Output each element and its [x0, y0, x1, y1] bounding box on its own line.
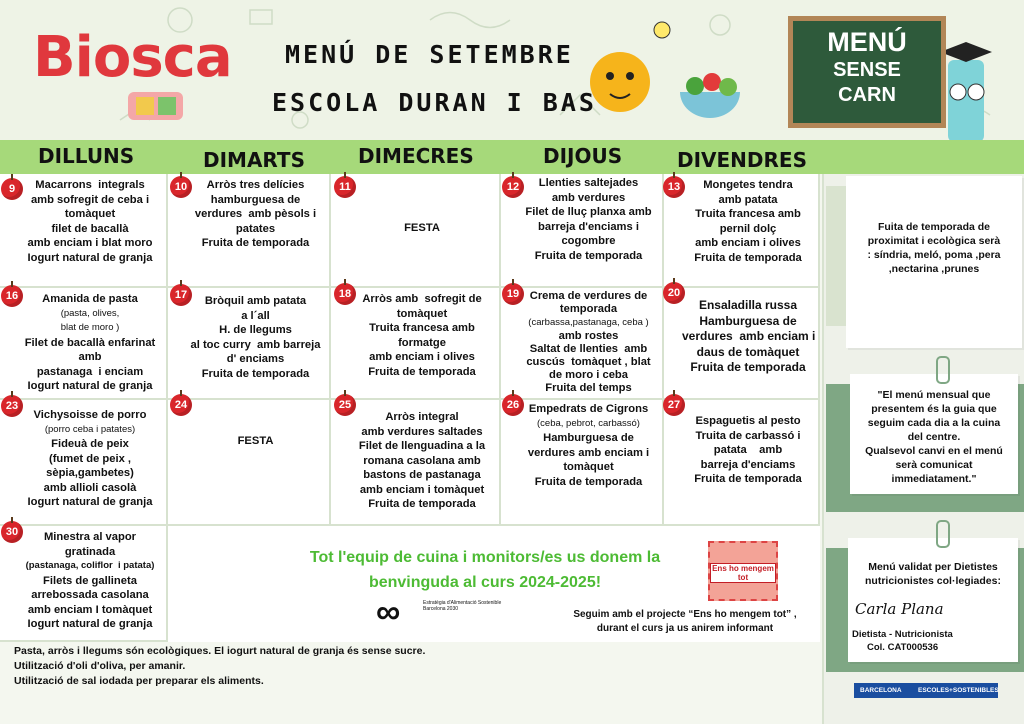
menu-cell-17 [168, 288, 331, 400]
menu-line: Fruita de temporada [690, 360, 806, 374]
notice-line: del centre. [907, 431, 961, 443]
day-tuesday: DIMARTS [203, 148, 305, 172]
dietitian-credentials [852, 628, 953, 654]
menu-line: filet de bacallà [51, 222, 129, 235]
menu-line: al toc curry amb barreja [190, 338, 321, 351]
strategy-caption: Estratègia d'Alimentació Sostenible Barcelona 2030 [423, 600, 502, 612]
menu-line: Mongetes tendra [703, 179, 793, 191]
notice-line: seguim cada dia a la cuina [867, 417, 1001, 429]
menu-line: tomàquet [563, 461, 614, 473]
menu-cell-16 [0, 288, 168, 400]
menu-line: Truita francesa amb [695, 208, 801, 220]
menu-line: Bròquil amb patata [204, 295, 307, 307]
fruit-line: ,nectarina ,prunes [888, 263, 980, 275]
menu-line: patates [235, 222, 276, 235]
menu-line: Espaguetis al pesto [695, 415, 801, 427]
menu-line: amb verdures saltades [361, 425, 483, 438]
validation-line: Menú validat per Dietistes [868, 561, 998, 573]
menu-cell-23 [0, 400, 168, 526]
menu-line: Filet de lluç planxa amb [525, 206, 652, 218]
menu-line: Empedrats de Cigrons [528, 403, 649, 415]
menu-line: (fumet de peix , [48, 452, 132, 465]
menu-line: Hamburguesa de [543, 432, 634, 444]
date-apple-icon: 30 [1, 521, 23, 543]
menu-line: bastons de pastanaga [363, 469, 481, 481]
menu-line: verdures amb pèsols i [194, 208, 317, 220]
menu-cell-24 [168, 400, 331, 526]
menu-line: amb patata [718, 193, 778, 206]
day-thursday: DIJOUS [543, 144, 623, 168]
menu-line: amb allioli casolà [43, 481, 137, 494]
menu-cell-27 [664, 400, 820, 526]
menu-line: amb verdures [551, 191, 626, 204]
footer-line: Pasta, arròs i llegums són ecològiques. El iogurt natural de granja és sense sucre. [14, 645, 426, 657]
board-line-2: SENSE [833, 59, 901, 81]
menu-line: Fruita de temporada [534, 475, 643, 488]
welcome-message [270, 545, 700, 595]
menu-line: verdures amb enciam i [682, 329, 816, 343]
menu-line: barreja d'enciams [700, 458, 796, 471]
menu-line: daus de tomàquet [696, 344, 800, 359]
pencil-teacher-icon [940, 42, 992, 140]
menu-line: Truita de carbassó i [695, 429, 801, 442]
date-apple-icon: 27 [663, 394, 685, 416]
date-apple-icon: 24 [170, 394, 192, 416]
biosca-logo: Biosca [33, 25, 232, 90]
validation-line: nutricionistes col·legiades: [865, 575, 1001, 587]
menu-line: Crema de verdures de [529, 290, 648, 302]
holiday-label: FESTA [237, 435, 274, 447]
infinity-logo-icon: ∞ [376, 593, 401, 631]
menu-line: Filet de llenguadina a la [358, 440, 486, 452]
date-apple-icon: 13 [663, 176, 685, 198]
school-title: ESCOLA DURAN I BAS [272, 88, 597, 117]
board-line-1: MENÚ [827, 27, 907, 57]
menu-cell-20 [664, 288, 820, 400]
menu-line: tomàquet [396, 307, 448, 320]
menu-line: arrebossada casolana [31, 589, 149, 601]
barcelona-logo-text: BARCELONA [860, 687, 902, 694]
days-header-bar [0, 140, 1024, 174]
menu-line: sèpia,gambetes) [46, 467, 134, 479]
project-note [560, 608, 810, 636]
menu-line: Minestra al vapor [43, 531, 137, 543]
menu-line: cogombre [561, 235, 616, 247]
menu-line: d' enciams [226, 353, 285, 365]
menu-line: Iogurt natural de granja [27, 251, 153, 264]
menu-line: amb enciam i tomàquet [359, 483, 485, 496]
project-badge [708, 541, 778, 601]
menu-cell-10 [168, 174, 331, 288]
menu-line: a l´all [241, 309, 270, 322]
menu-line: Fruita del temps [545, 382, 632, 395]
paperclip-icon [936, 520, 950, 548]
menu-cell-25 [331, 400, 501, 526]
notice-line: "El menú mensual que [877, 389, 991, 401]
menu-line: temporada [559, 303, 618, 316]
chalkboard-sign [788, 16, 946, 128]
menu-line: romana casolana amb [363, 454, 481, 467]
menu-line: Fruita de temporada [694, 473, 802, 485]
menu-line: H. de llegums [219, 324, 292, 336]
sustainable-schools-logo [854, 683, 998, 698]
menu-line: amb enciam i olives [369, 351, 475, 363]
menu-line: amb enciam i olives [695, 237, 801, 249]
menu-line: amb enciam i blat moro [27, 237, 153, 249]
menu-line: amb enciam I tomàquet [27, 603, 153, 616]
fruit-line: proximitat i ecològica serà [867, 235, 1001, 247]
menu-cell-26 [501, 400, 664, 526]
fruit-line: : síndria, meló, poma ,pera [867, 249, 1001, 261]
date-apple-icon: 17 [170, 284, 192, 306]
menu-line: Fruita de temporada [534, 249, 643, 262]
menu-line: Truita francesa amb [369, 322, 475, 334]
header-banner [0, 0, 1024, 140]
menu-cell-13 [664, 174, 820, 288]
menu-line: Arròs integral [385, 411, 459, 423]
salad-bowl-icon [680, 73, 740, 118]
dietitian-col: Col. CAT000536 [867, 642, 939, 653]
menu-cell-19 [501, 288, 664, 400]
project-line-1: Seguim amb el projecte “Ens ho mengem tot” , [573, 609, 797, 620]
menu-note: blat de moro ) [60, 322, 120, 333]
menu-title: MENÚ DE SETEMBRE [285, 40, 574, 69]
menu-line: Iogurt natural de granja [27, 618, 153, 630]
project-badge-label: Ens ho mengem tot [710, 563, 776, 583]
menu-note: (pastanaga, coliflor i patata) [25, 560, 155, 571]
date-apple-icon: 12 [502, 176, 524, 198]
footer-line: Utilització d'oli d'oliva, per amanir. [14, 660, 186, 672]
notice-line: presentem és la guia que [871, 403, 997, 415]
fruit-line: Fuita de temporada de [877, 221, 991, 233]
paperclip-icon [936, 356, 950, 384]
menu-line: verdures amb enciam i [527, 446, 650, 459]
welcome-line-1: Tot l'equip de cuina i monitors/es us donem la [309, 549, 661, 566]
date-apple-icon: 25 [334, 394, 356, 416]
menu-note: (porro ceba i patates) [44, 423, 136, 435]
date-apple-icon: 19 [502, 283, 524, 305]
menu-line: gratinada [64, 545, 116, 558]
menu-line: barreja d'enciams i [538, 220, 639, 233]
menu-line: Hamburguesa de [699, 313, 797, 328]
menu-line: de moro i ceba [549, 369, 628, 382]
menu-cell-12 [501, 174, 664, 288]
footer-line: Utilització de sal iodada per preparar els aliments. [14, 675, 264, 687]
day-monday: DILLUNS [38, 144, 135, 168]
menu-line: pernil dolç [719, 222, 777, 235]
menu-line: Fruita de temporada [368, 498, 476, 510]
menu-line: Macarrons integrals [35, 179, 145, 191]
menu-note: (carbassa,pastanaga, ceba ) [528, 317, 649, 329]
menu-line: patata amb [713, 444, 783, 456]
holiday-label: FESTA [404, 222, 440, 234]
menu-line: Fideuà de peix [51, 438, 129, 450]
menu-line: Ensaladilla russa [698, 298, 798, 312]
menu-line: tomàquet [64, 208, 116, 220]
date-apple-icon: 9 [1, 178, 23, 200]
notice-line: Qualsevol canvi en el menú [865, 445, 1003, 457]
menu-note: (pasta, olives, [60, 307, 120, 319]
welcome-line-2: benvinguda al curs 2024-2025! [368, 574, 602, 591]
menu-cell-9 [0, 174, 168, 288]
menu-line: Iogurt natural de granja [27, 496, 153, 508]
menu-cell-30 [0, 526, 168, 642]
project-line-2: durant el curs ja us anirem informant [596, 623, 774, 634]
menu-line: hamburguesa de [210, 193, 301, 206]
lunchbox-icon [128, 92, 183, 120]
date-apple-icon: 10 [170, 176, 192, 198]
menu-line: amb rostes [558, 329, 619, 342]
menu-line: Llenties saltejades [538, 177, 639, 189]
menu-line: pastanaga i enciam [36, 365, 144, 378]
menu-line: Amanida de pasta [42, 293, 138, 305]
menu-cell-11 [331, 174, 501, 288]
board-line-3: CARN [838, 84, 896, 106]
menu-line: Arròs amb sofregit de [362, 293, 482, 305]
menu-line: Vichysoisse de porro [33, 409, 147, 421]
menu-line: formatge [398, 336, 446, 349]
footer-notes [14, 644, 425, 689]
fruit-note [846, 176, 1022, 348]
date-apple-icon: 16 [1, 285, 23, 307]
date-apple-icon: 23 [1, 395, 23, 417]
menu-line: Filet de bacallà enfarinat [24, 336, 156, 349]
signature: Carla Plana [855, 600, 944, 618]
menu-line: cuscús tomàquet , blat [526, 356, 651, 369]
notice-line: serà comunicat [895, 459, 973, 471]
menu-line: amb sofregit de ceba i [30, 193, 150, 206]
date-apple-icon: 26 [502, 394, 524, 416]
schools-logo-text: ESCOLES+SOSTENIBLES [918, 687, 999, 694]
day-friday: DIVENDRES [677, 148, 807, 172]
menu-line: Saltat de llenties amb [529, 342, 648, 355]
menu-line: Iogurt natural de granja [27, 380, 153, 392]
menu-line: Fruita de temporada [201, 367, 310, 380]
date-apple-icon: 11 [334, 176, 356, 198]
menu-cell-18 [331, 288, 501, 400]
menu-note: (ceba, pebrot, carbassó) [537, 417, 640, 429]
notice-line: immediatament." [891, 473, 977, 485]
dietitian-role: Dietista - Nutricionista [852, 629, 953, 640]
menu-line: Fruita de temporada [201, 237, 310, 249]
date-apple-icon: 18 [334, 283, 356, 305]
sun-mascot-icon [590, 22, 670, 112]
menu-line: Arròs tres delícies [206, 179, 305, 191]
menu-line: Fruita de temporada [368, 365, 476, 378]
menu-line: Fruita de temporada [694, 251, 802, 264]
date-apple-icon: 20 [663, 282, 685, 304]
menu-line: amb [78, 351, 102, 363]
notice-note [850, 374, 1018, 494]
day-wednesday: DIMECRES [358, 144, 474, 168]
menu-line: Filets de gallineta [43, 574, 137, 587]
